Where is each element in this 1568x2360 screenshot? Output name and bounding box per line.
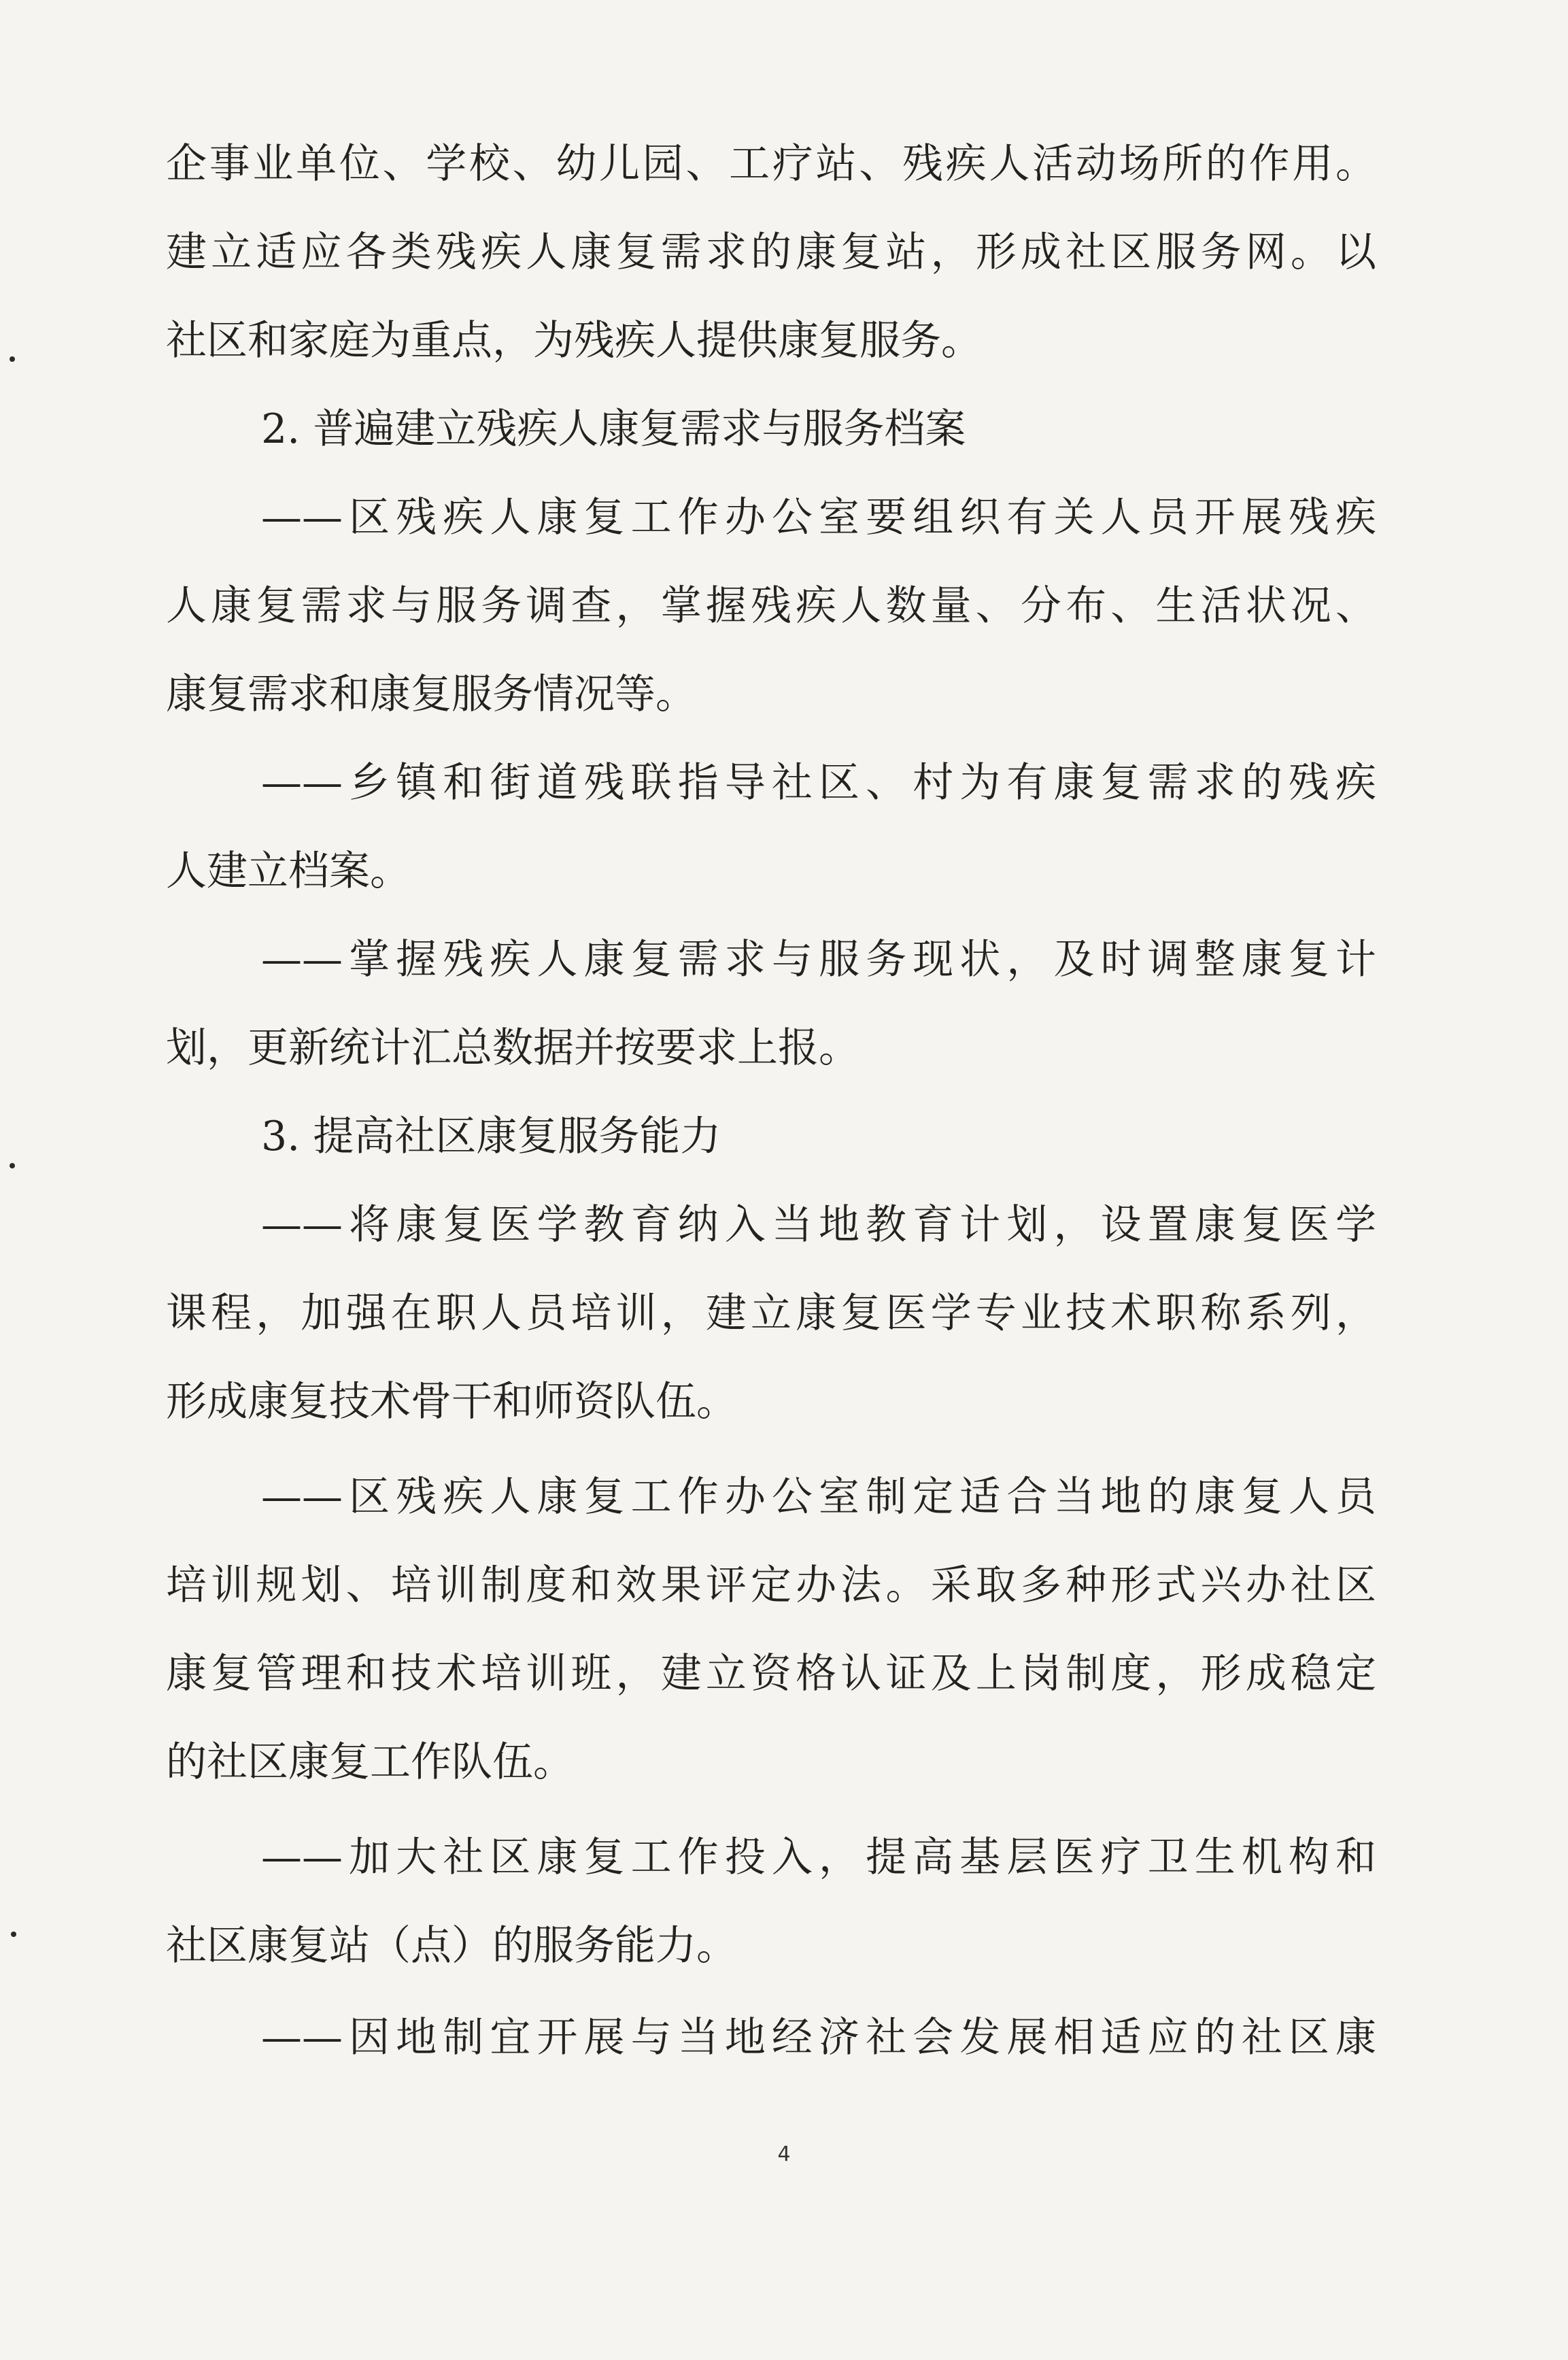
scan-speck [11, 1932, 16, 1937]
page-number: 4 [777, 2142, 791, 2166]
text-line: 康复需求和康复服务情况等。 [166, 671, 696, 718]
text-line: ——加大社区康复工作投入，提高基层医疗卫生机构和 [261, 1834, 1376, 1881]
text-line: 社区康复站（点）的服务能力。 [166, 1922, 737, 1970]
text-line: ——因地制宜开展与当地经济社会发展相适应的社区康 [261, 2014, 1376, 2061]
text-line: 企事业单位、学校、幼儿园、工疗站、残疾人活动场所的作用。 [166, 140, 1376, 188]
scan-speck [10, 356, 15, 362]
text-line: 康复管理和技术培训班，建立资格认证及上岗制度，形成稳定 [166, 1650, 1376, 1698]
text-line: ——区残疾人康复工作办公室制定适合当地的康复人员 [261, 1473, 1376, 1521]
text-line: ——将康复医学教育纳入当地教育计划，设置康复医学 [261, 1201, 1376, 1249]
text-line: 建立适应各类残疾人康复需求的康复站，形成社区服务网。以 [166, 229, 1376, 276]
text-line: 形成康复技术骨干和师资队伍。 [166, 1378, 737, 1426]
text-line: 划，更新统计汇总数据并按要求上报。 [166, 1024, 859, 1072]
scan-speck [10, 1163, 15, 1168]
text-line: 培训规划、培训制度和效果评定办法。采取多种形式兴办社区 [166, 1562, 1376, 1609]
section-heading: 3. 提高社区康复服务能力 [261, 1113, 721, 1160]
text-line: 的社区康复工作队伍。 [166, 1738, 574, 1786]
text-line: 课程，加强在职人员培训，建立康复医学专业技术职称系列， [166, 1289, 1376, 1337]
text-line: ——掌握残疾人康复需求与服务现状，及时调整康复计 [261, 936, 1376, 983]
text-line: ——区残疾人康复工作办公室要组织有关人员开展残疾 [261, 494, 1376, 541]
section-heading: 2. 普遍建立残疾人康复需求与服务档案 [261, 405, 966, 453]
text-line: 人康复需求与服务调查，掌握残疾人数量、分布、生活状况、 [166, 582, 1376, 630]
text-line: ——乡镇和街道残联指导社区、村为有康复需求的残疾 [261, 759, 1376, 807]
text-line: 社区和家庭为重点，为残疾人提供康复服务。 [166, 317, 982, 365]
text-line: 人建立档案。 [166, 847, 411, 895]
